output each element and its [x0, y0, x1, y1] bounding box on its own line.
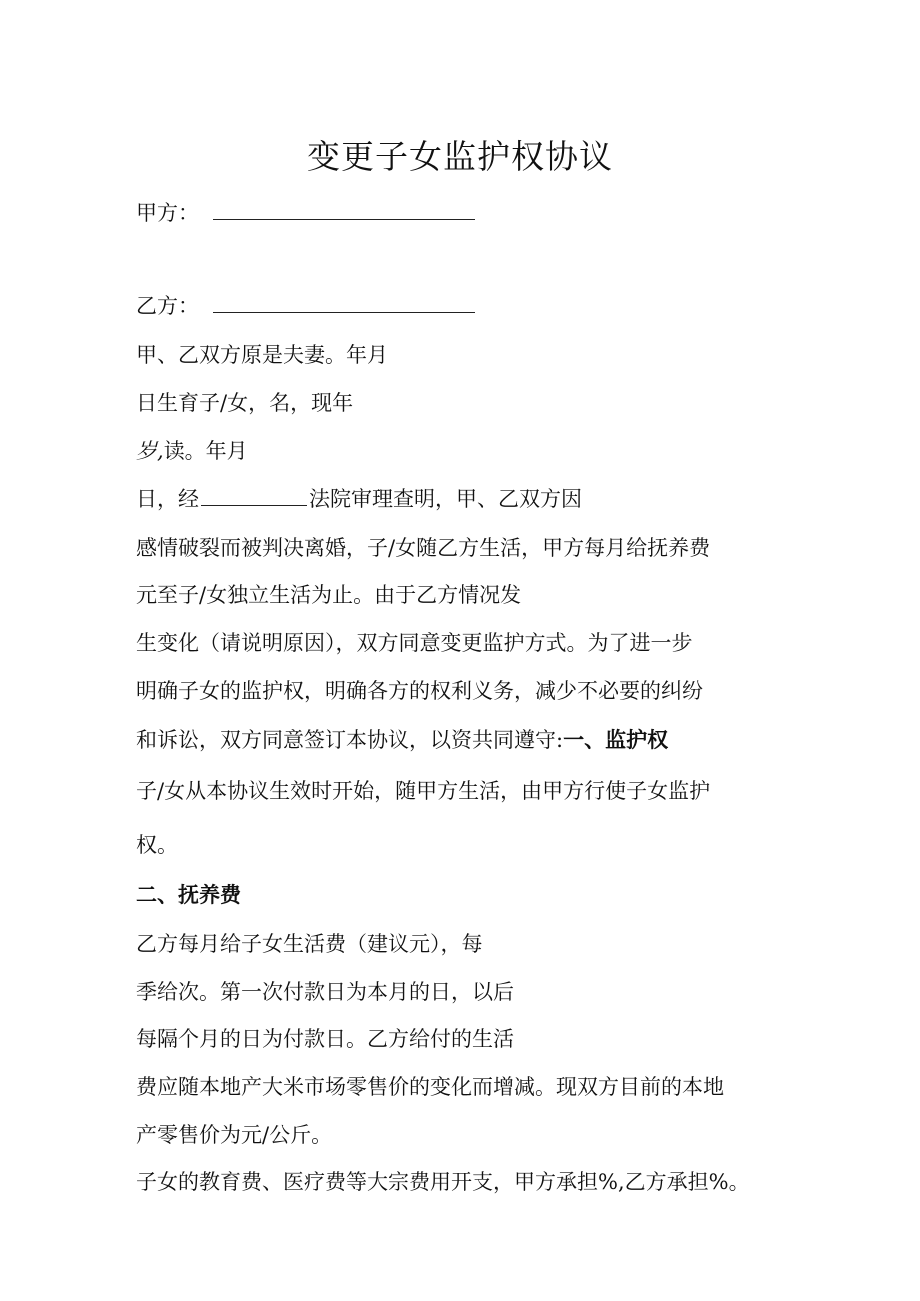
text-line-4 — [136, 484, 582, 514]
text-line-6: 元至子/女独立生活为止。由于乙方情况发 — [136, 583, 522, 607]
text-line-18: 子女的教育费、医疗费等大宗费用开支，甲方承担%,乙方承担%。 — [136, 1170, 750, 1194]
text-line-4-part-b: 法院审理查明，甲、乙双方因 — [309, 487, 582, 511]
party-a-line — [136, 198, 475, 228]
text-line-15: 每隔个月的日为付款日。乙方给付的生活 — [136, 1027, 514, 1051]
party-a-label: 甲方： — [136, 201, 199, 225]
text-line-9-part-a: 和诉讼，双方同意签订本协议，以资共同遵守: — [136, 728, 564, 752]
section-heading-support: 二、抚养费 — [136, 882, 241, 907]
text-line-16: 费应随本地产大米市场零售价的变化而增减。现双方目前的本地 — [136, 1075, 724, 1099]
text-line-17: 产零售价为元/公斤。 — [136, 1123, 333, 1147]
text-line-11: 权。 — [136, 833, 178, 857]
text-line-5: 感情破裂而被判决离婚，子/女随乙方生活，甲方每月给抚养费 — [136, 536, 711, 560]
text-line-7: 生变化（请说明原因），双方同意变更监护方式。为了进一步 — [136, 631, 693, 655]
text-line-10: 子/女从本协议生效时开始，随甲方生活，由甲方行使子女监护 — [136, 779, 711, 803]
text-line-9 — [136, 725, 668, 755]
party-b-blank — [213, 292, 475, 313]
party-a-blank — [213, 199, 475, 220]
document-title: 变更子女监护权协议 — [307, 137, 613, 176]
court-name-blank — [201, 485, 307, 506]
text-line-3-part-b: 读。年月 — [163, 439, 248, 463]
text-line-3-part-a: 岁, — [136, 439, 164, 463]
text-line-3 — [136, 436, 248, 466]
text-line-14: 季给次。第一次付款日为本月的日，以后 — [136, 980, 514, 1004]
text-line-4-part-a: 日，经 — [136, 487, 199, 511]
text-line-8: 明确子女的监护权，明确各方的权利义务，减少不必要的纠纷 — [136, 679, 703, 703]
text-line-13: 乙方每月给子女生活费（建议元），每 — [136, 932, 483, 956]
party-b-label: 乙方： — [136, 294, 199, 318]
text-line-2: 日生育子/女，名，现年 — [136, 391, 354, 415]
text-line-1: 甲、乙双方原是夫妻。年月 — [136, 343, 388, 367]
party-b-line — [136, 291, 475, 321]
section-heading-custody: 一、监护权 — [563, 727, 669, 752]
